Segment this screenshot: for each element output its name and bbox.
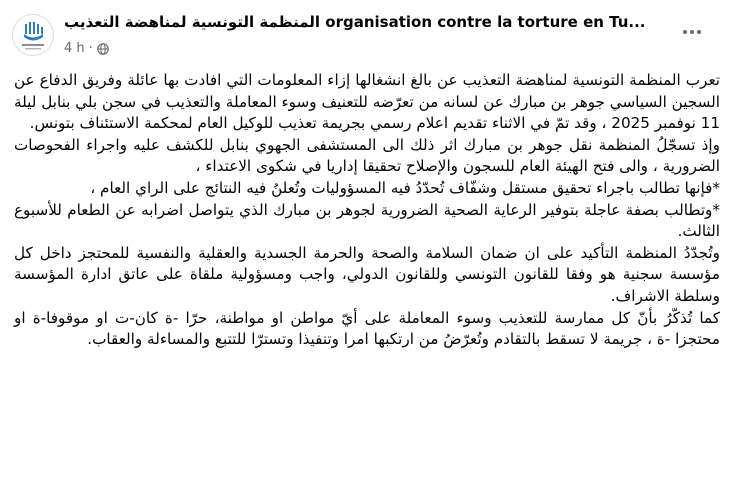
post-paragraph: كما تُذكّرُ بأنّ كل ممارسة للتعذيب وسوء المعاملة على أيّ مواطن او مواطنة، حرّا -ة كان-ت او موقوفا-ة او محتجزا -ة ، جريمة لا تسقط بالتقادم وتُعرّضُ من ارتكبها امرا وتنفيذا وتسترّا للتتبع والمساءلة والعقاب.: [14, 308, 720, 349]
post-paragraph: وتُجدّدُ المنظمة التأكيد على ان ضمان السلامة والصحة والحرمة الجسدية والعقلية والنفسية للمحتجز داخل كل مؤسسة سجنية هو وفقا للقانون التونسي وللقانون الدولي، واجب ومسؤولية ملقاة على عاتق ادارة المؤسسة وسلطة الاشراف.: [14, 243, 720, 305]
meta-separator: ·: [88, 41, 93, 56]
post-paragraph: وإذ تسجّلُ المنظمة نقل جوهر بن مبارك اثر ذلك الى المستشفى الجهوي بنابل للكشف عليه واجراء الفحوصات الضرورية ، والى فتح الهيئة العام للسجون والإصلاح تحقيقا إداريا في شكوى الاعتداء ،: [14, 135, 720, 176]
page-name-link[interactable]: المنظمة التونسية لمناهضة التعذيب organisation contre la torture en Tu...: [64, 13, 646, 31]
post-body: [14, 70, 720, 351]
post-paragraph: *وتطالب بصفة عاجلة بتوفير الرعاية الصحية الضرورية لجوهر بن مبارك الذي يتواصل اضرابه عن الطعام للأسبوع الثالث.: [14, 200, 720, 241]
post-paragraph: تعرب المنظمة التونسية لمناهضة التعذيب عن بالغ انشغالها إزاء المعلومات التي افادت بها عائلة وفريق الدفاع عن السجين السياسي جوهر بن مبارك عن لسانه من تعرّضه للتعنيف وسوء المعاملة والتعذيب في سجن بلي بنابل ليلة 11 نوفمبر 2025 ، وقد تمّ في الاثناء تقديم اعلام رسمي بجريمة تعذيب للوكيل العام لمحكمة الاستئناف بتونس.: [14, 71, 720, 133]
more-options-button[interactable]: [680, 20, 704, 40]
globe-icon: [97, 43, 109, 55]
post-meta: [64, 41, 109, 56]
post-header: [0, 0, 732, 68]
post-timestamp[interactable]: 4 h: [64, 41, 85, 56]
more-horizontal-icon: [682, 29, 702, 35]
organization-logo-icon: [13, 15, 53, 55]
post-paragraph: *فإنها تطالب باجراء تحقيق مستقل وشفّاف تُحدّدُ فيه المسؤوليات وتُعلنُ فيه النتائج على الراي العام ،: [90, 178, 720, 197]
page-avatar[interactable]: [12, 14, 54, 56]
